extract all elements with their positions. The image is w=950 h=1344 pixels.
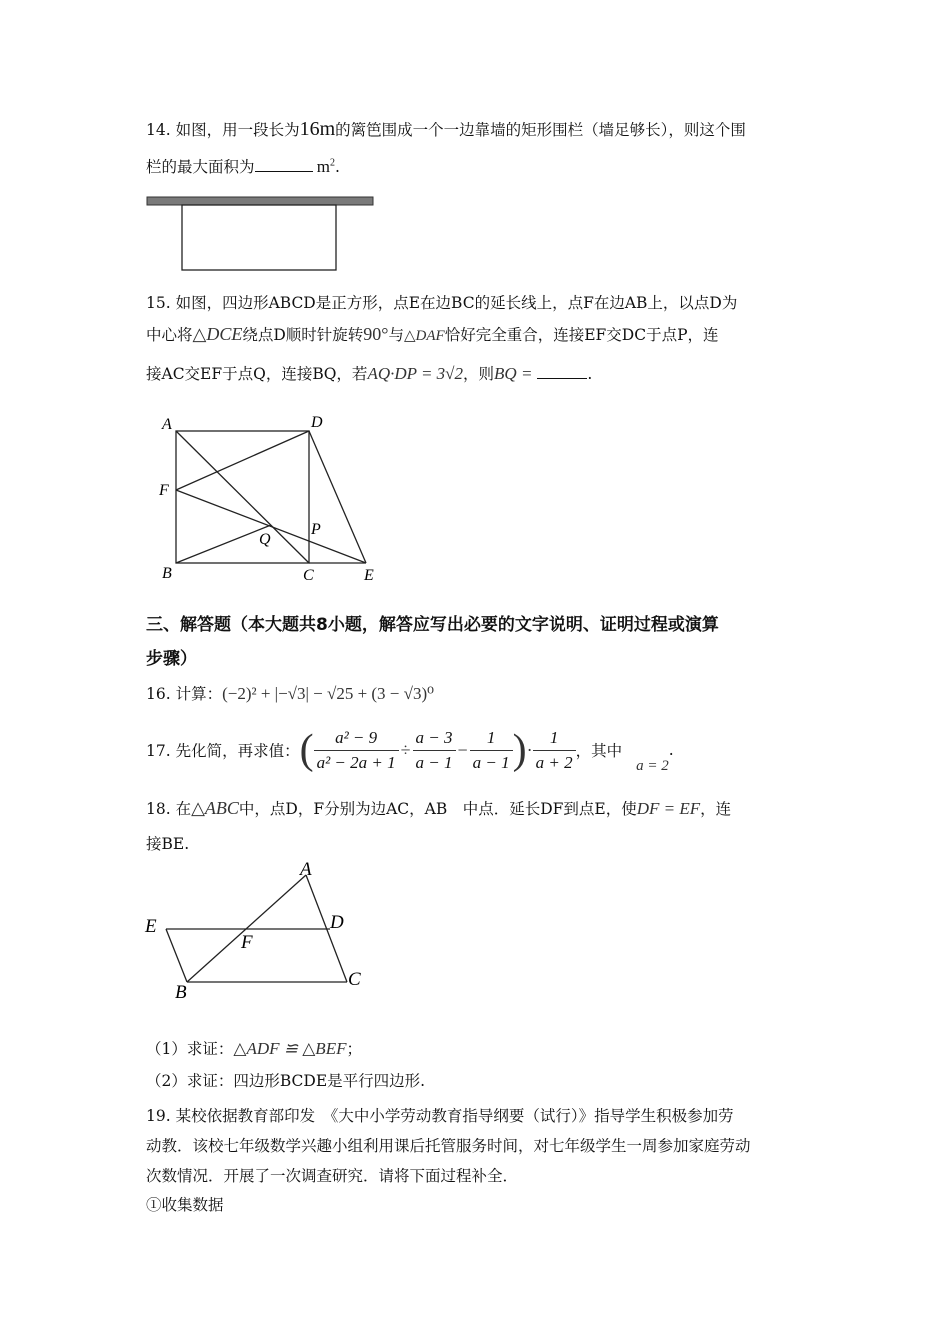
q14-unit-exp: 2: [330, 157, 335, 169]
section3-heading-line2: 步骤）: [146, 649, 197, 669]
q15-end: .: [587, 365, 593, 383]
label-e: E: [364, 567, 374, 584]
label-a: A: [162, 416, 172, 433]
q17-dot: ·: [526, 739, 533, 760]
q18-text-c: ，连: [700, 800, 732, 818]
q16-line: [146, 682, 434, 704]
q18-part1-end: ；: [346, 1040, 362, 1058]
q14-end: .: [335, 158, 340, 176]
q15-answer-blank[interactable]: [537, 362, 587, 379]
q18-figure: [140, 855, 380, 1005]
label-e: E: [145, 916, 157, 937]
q15-triangle-daf: △DAF: [404, 328, 445, 344]
q14-fence-figure: [140, 190, 390, 280]
q14-text-b: 的篱笆围成一个一边靠墙的矩形围栏（墙足够长），则这个围: [335, 121, 746, 139]
label-d: D: [311, 414, 323, 431]
q18-line1: [146, 797, 731, 819]
wall: [147, 197, 373, 205]
q17-minus: −: [457, 739, 468, 760]
q15-text-e: 接AC交EF于点Q，连接BQ，若: [146, 365, 368, 383]
label-b: B: [175, 982, 187, 1003]
q17-tail: ，其中: [575, 742, 623, 760]
q18-part1-expression: △ADF ≌ △BEF: [233, 1039, 347, 1058]
q14-text-c: 栏的最大面积为: [146, 158, 255, 176]
q19-line3: 次数情况．开展了一次调查研究．请将下面过程补全．: [146, 1167, 519, 1185]
q19-line2: 动教．该校七年级数学兴趣小组利用课后托管服务时间，对七年级学生一周参加家庭劳动: [146, 1137, 751, 1155]
q15-ask: BQ =: [494, 364, 533, 383]
q18-equation: DF = EF: [636, 799, 701, 818]
q19-line4: ①收集数据: [146, 1196, 224, 1214]
label-c: C: [303, 567, 314, 584]
q15-triangle-dce: △DCE: [192, 324, 243, 344]
q15-text-c: 与: [388, 326, 405, 344]
q18-triangle-abc: △ABC: [191, 798, 239, 818]
q17-fraction-1: $\frac{\text{a² − 9}}{\text{a² − 2a + 1}}$: [314, 728, 399, 773]
label-q: Q: [259, 531, 271, 548]
q17-fraction-4: $\frac{1}{a + 2}$: [533, 728, 576, 773]
q17-line: [146, 722, 674, 778]
q14-length-unit: m: [319, 118, 336, 140]
q14-line2: [146, 155, 340, 177]
q17-end: .: [668, 741, 674, 759]
q15-line3: [146, 362, 592, 384]
q15-condition: AQ·DP = 3√2: [367, 364, 464, 383]
label-f: F: [159, 482, 169, 499]
q14-answer-blank[interactable]: [255, 155, 313, 172]
q17-fraction-2: $\frac{a - 3}{a - 1}$: [413, 728, 456, 773]
q18-text-a: 18. 在: [146, 800, 192, 818]
q15-text-b: 绕点D顺时针旋转: [242, 326, 364, 344]
q14-length-value: 16: [299, 118, 320, 140]
q16-expression: (−2)² + |−√3| − √25 + (3 − √3)⁰: [222, 684, 434, 703]
q18-line2: 接BE.: [146, 835, 190, 853]
q16-label: 16. 计算：: [146, 685, 223, 703]
q17-divide: ÷: [400, 739, 411, 760]
q17-fraction-3: $\frac{1}{a - 1}$: [470, 728, 513, 773]
section3-heading-line1: 三、解答题（本大题共8小题，解答应写出必要的文字说明、证明过程或演算: [146, 615, 719, 635]
q19-line1: 19. 某校依据教育部印发 《大中小学劳动教育指导纲要（试行）》指导学生积极参加劳: [146, 1107, 734, 1125]
segment-de: [309, 431, 366, 563]
label-d: D: [330, 912, 344, 933]
q18-part1-label: （1）求证：: [146, 1040, 234, 1058]
segment-bq: [176, 525, 271, 563]
q15-text-d: 恰好完全重合，连接EF交DC于点P，连: [444, 326, 719, 344]
q14-line1: [146, 118, 746, 141]
label-p: P: [311, 521, 321, 538]
label-c: C: [348, 969, 361, 990]
segment-eb: [166, 929, 187, 982]
q17-label: 17. 先化简，再求值：: [146, 742, 300, 760]
label-f: F: [241, 932, 253, 953]
q17-condition: a = 2: [636, 757, 669, 774]
q18-text-b: 中，点D，F分别为边AC，AB 中点．延长DF到点E，使: [238, 800, 637, 818]
fence-rectangle: [182, 205, 336, 270]
q15-line1: 15. 如图，四边形ABCD是正方形，点E在边BC的延长线上，点F在边AB上，以点D为: [146, 294, 738, 312]
q14-unit: m: [316, 157, 330, 176]
q17-right-paren: ): [512, 727, 527, 773]
segment-fd: [176, 431, 309, 490]
q18-part2: （2）求证：四边形BCDE是平行四边形.: [146, 1072, 426, 1090]
q15-text-f: ，则: [463, 365, 495, 383]
q17-left-paren: (: [299, 727, 314, 773]
q15-angle: 90°: [363, 324, 389, 344]
label-b: B: [162, 565, 172, 582]
q15-text-a: 中心将: [146, 326, 193, 344]
q18-part1: [146, 1037, 362, 1059]
q14-text-a: 14. 如图，用一段长为: [146, 121, 300, 139]
label-a: A: [300, 859, 312, 880]
q15-line2: [146, 323, 719, 345]
q15-square-figure: [150, 410, 390, 590]
